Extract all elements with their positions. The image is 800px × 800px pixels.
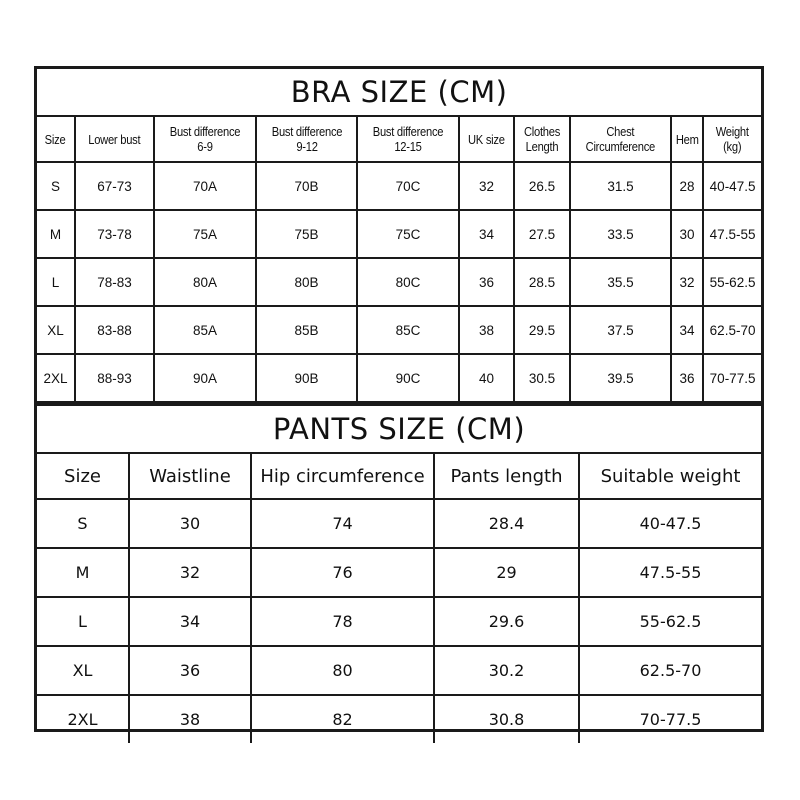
pants-table-row [37, 548, 761, 597]
bra-cell: 73-78 [75, 210, 154, 258]
bra-cell: 36 [459, 258, 514, 306]
bra-cell: 34 [671, 306, 703, 354]
bra-cell: 38 [459, 306, 514, 354]
bra-cell: 78-83 [75, 258, 154, 306]
bra-cell: 27.5 [514, 210, 570, 258]
pants-cell: 55-62.5 [579, 597, 761, 646]
pants-table-row [37, 646, 761, 695]
bra-header-cell: Bust difference 9-12 [256, 116, 357, 162]
bra-cell: 85A [154, 306, 256, 354]
bra-cell: 34 [459, 210, 514, 258]
bra-table-row [37, 210, 761, 258]
pants-cell: 82 [251, 695, 434, 743]
pants-table-row [37, 695, 761, 743]
bra-header-cell: UK size [459, 116, 514, 162]
pants-table-row [37, 499, 761, 548]
pants-table-title: PANTS SIZE (CM) [37, 405, 761, 454]
bra-cell: 70B [256, 162, 357, 210]
bra-table-row [37, 258, 761, 306]
pants-header-cell: Size [37, 453, 129, 499]
bra-cell: 80B [256, 258, 357, 306]
bra-header-cell: Clothes Length [514, 116, 570, 162]
pants-cell: 28.4 [434, 499, 579, 548]
bra-cell: 30 [671, 210, 703, 258]
pants-cell: 32 [129, 548, 251, 597]
bra-header-cell: Weight (kg) [703, 116, 761, 162]
size-chart-frame [34, 66, 764, 732]
pants-cell: 29.6 [434, 597, 579, 646]
pants-cell: 38 [129, 695, 251, 743]
pants-cell: 29 [434, 548, 579, 597]
pants-cell: 30 [129, 499, 251, 548]
bra-cell: 36 [671, 354, 703, 402]
pants-header-cell: Pants length [434, 453, 579, 499]
bra-cell: 70-77.5 [703, 354, 761, 402]
bra-header-cell: Chest Circumference [570, 116, 671, 162]
bra-cell: 75A [154, 210, 256, 258]
bra-cell: 85C [357, 306, 459, 354]
bra-cell: 67-73 [75, 162, 154, 210]
pants-cell: 40-47.5 [579, 499, 761, 548]
bra-table-row [37, 162, 761, 210]
pants-size-table [37, 403, 761, 743]
bra-cell: 31.5 [570, 162, 671, 210]
bra-cell: 32 [671, 258, 703, 306]
bra-size-table [37, 69, 761, 403]
pants-table-row [37, 597, 761, 646]
bra-cell: XL [37, 306, 75, 354]
pants-header-cell: Waistline [129, 453, 251, 499]
bra-table-row [37, 354, 761, 402]
pants-cell: 47.5-55 [579, 548, 761, 597]
pants-header-cell: Hip circumference [251, 453, 434, 499]
pants-cell: M [37, 548, 129, 597]
pants-cell: 78 [251, 597, 434, 646]
bra-header-cell: Bust difference 12-15 [357, 116, 459, 162]
bra-header-cell: Hem [671, 116, 703, 162]
bra-cell: 75C [357, 210, 459, 258]
bra-cell: 90A [154, 354, 256, 402]
bra-cell: 39.5 [570, 354, 671, 402]
bra-header-cell: Lower bust [75, 116, 154, 162]
pants-cell: 34 [129, 597, 251, 646]
bra-cell: 62.5-70 [703, 306, 761, 354]
bra-cell: 32 [459, 162, 514, 210]
bra-header-row [37, 116, 761, 162]
pants-header-cell: Suitable weight [579, 453, 761, 499]
bra-cell: L [37, 258, 75, 306]
pants-cell: 62.5-70 [579, 646, 761, 695]
bra-header-cell: Bust difference 6-9 [154, 116, 256, 162]
bra-cell: 80A [154, 258, 256, 306]
pants-cell: XL [37, 646, 129, 695]
bra-cell: 55-62.5 [703, 258, 761, 306]
bra-table-row [37, 306, 761, 354]
pants-cell: 2XL [37, 695, 129, 743]
bra-cell: 47.5-55 [703, 210, 761, 258]
bra-cell: 75B [256, 210, 357, 258]
bra-header-cell: Size [37, 116, 75, 162]
pants-cell: L [37, 597, 129, 646]
bra-cell: S [37, 162, 75, 210]
pants-cell: 36 [129, 646, 251, 695]
bra-cell: 70A [154, 162, 256, 210]
bra-cell: 35.5 [570, 258, 671, 306]
bra-cell: 2XL [37, 354, 75, 402]
bra-cell: 85B [256, 306, 357, 354]
bra-cell: 33.5 [570, 210, 671, 258]
bra-cell: 29.5 [514, 306, 570, 354]
bra-cell: 26.5 [514, 162, 570, 210]
pants-cell: 30.8 [434, 695, 579, 743]
bra-cell: 70C [357, 162, 459, 210]
pants-cell: 80 [251, 646, 434, 695]
pants-header-row [37, 453, 761, 499]
pants-cell: 70-77.5 [579, 695, 761, 743]
bra-cell: 88-93 [75, 354, 154, 402]
bra-cell: 30.5 [514, 354, 570, 402]
bra-cell: M [37, 210, 75, 258]
bra-cell: 28 [671, 162, 703, 210]
bra-cell: 37.5 [570, 306, 671, 354]
pants-cell: 74 [251, 499, 434, 548]
bra-cell: 83-88 [75, 306, 154, 354]
bra-cell: 40-47.5 [703, 162, 761, 210]
bra-cell: 40 [459, 354, 514, 402]
pants-cell: S [37, 499, 129, 548]
bra-cell: 80C [357, 258, 459, 306]
bra-cell: 90B [256, 354, 357, 402]
pants-cell: 30.2 [434, 646, 579, 695]
bra-table-title: BRA SIZE (CM) [37, 69, 761, 116]
pants-cell: 76 [251, 548, 434, 597]
bra-cell: 28.5 [514, 258, 570, 306]
bra-cell: 90C [357, 354, 459, 402]
